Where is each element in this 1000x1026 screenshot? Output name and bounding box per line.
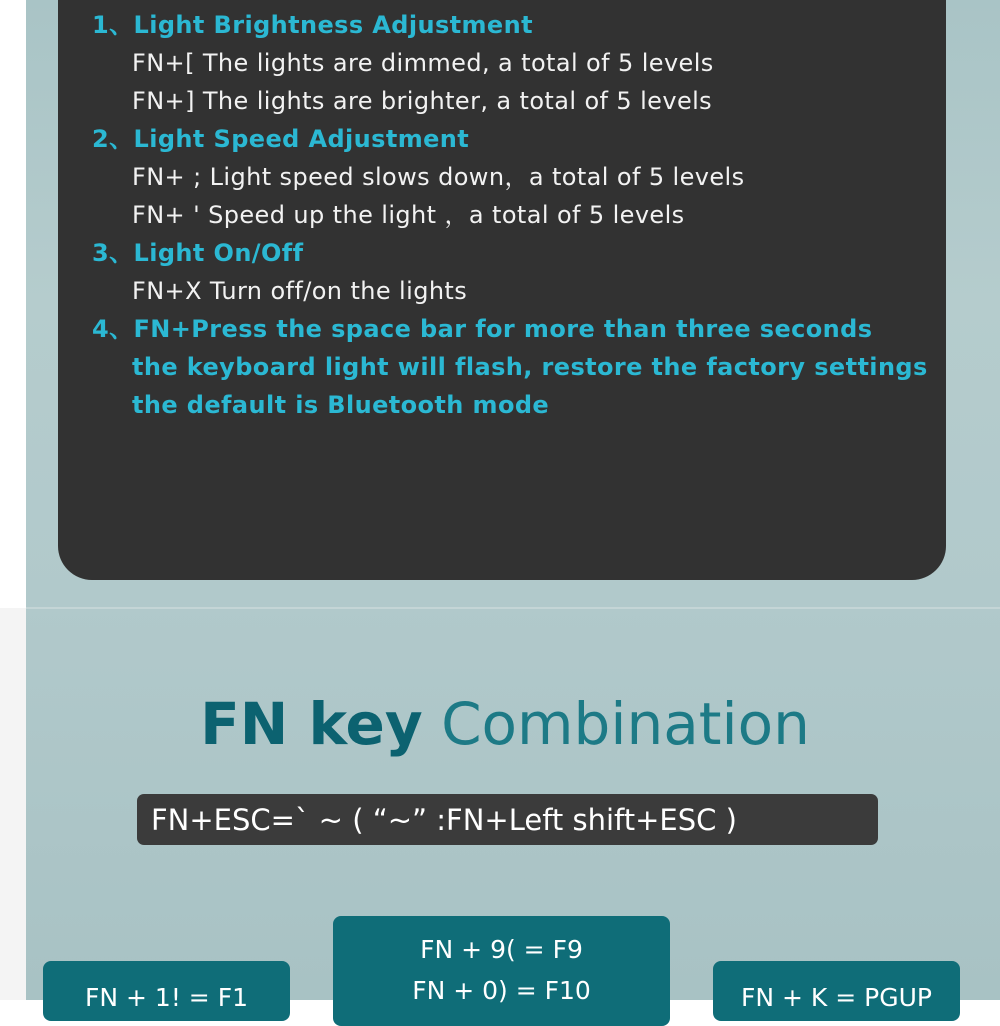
fn-combination-title (0, 690, 1000, 758)
key-combo-pgup: FN + K = PGUP (741, 983, 932, 1012)
key-box-center (333, 916, 670, 1026)
brightness-dim-line: FN+[ The lights are dimmed, a total of 5 levels (132, 49, 714, 77)
speed-fast-line: FN+ ' Speed up the light ，a total of 5 levels (132, 201, 685, 229)
esc-combo-box (137, 794, 878, 845)
onoff-line: FN+X Turn off/on the lights (132, 277, 468, 305)
brightness-bright-line: FN+] The lights are brighter, a total of 5 levels (132, 87, 713, 115)
key-combo-f10: FN + 0) = F10 (412, 976, 591, 1005)
brightness-heading: 1、Light Brightness Adjustment (92, 11, 533, 39)
reset-line-flash: the keyboard light will flash, restore the factory settings (132, 353, 928, 381)
onoff-heading: 3、Light On/Off (92, 239, 304, 267)
speed-heading: 2、Light Speed Adjustment (92, 125, 470, 153)
left-margin-strip (0, 0, 26, 608)
key-box-left (43, 961, 290, 1021)
esc-combo-text: FN+ESC=` ~ ( “~” :FN+Left shift+ESC ) (151, 803, 737, 837)
key-combo-f9: FN + 9( = F9 (420, 935, 583, 964)
speed-slow-line: FN+ ; Light speed slows down，a total of 5 levels (132, 163, 745, 191)
reset-line-default: the default is Bluetooth mode (132, 391, 550, 419)
key-combo-f1: FN + 1! = F1 (85, 983, 248, 1012)
key-box-right (713, 961, 960, 1021)
reset-heading: 4、FN+Press the space bar for more than three seconds (92, 315, 873, 343)
title-bold-part: FN key (200, 690, 423, 758)
title-light-part: Combination (441, 690, 810, 758)
section-divider (26, 607, 1000, 609)
left-margin-strip-lower (0, 608, 26, 1000)
